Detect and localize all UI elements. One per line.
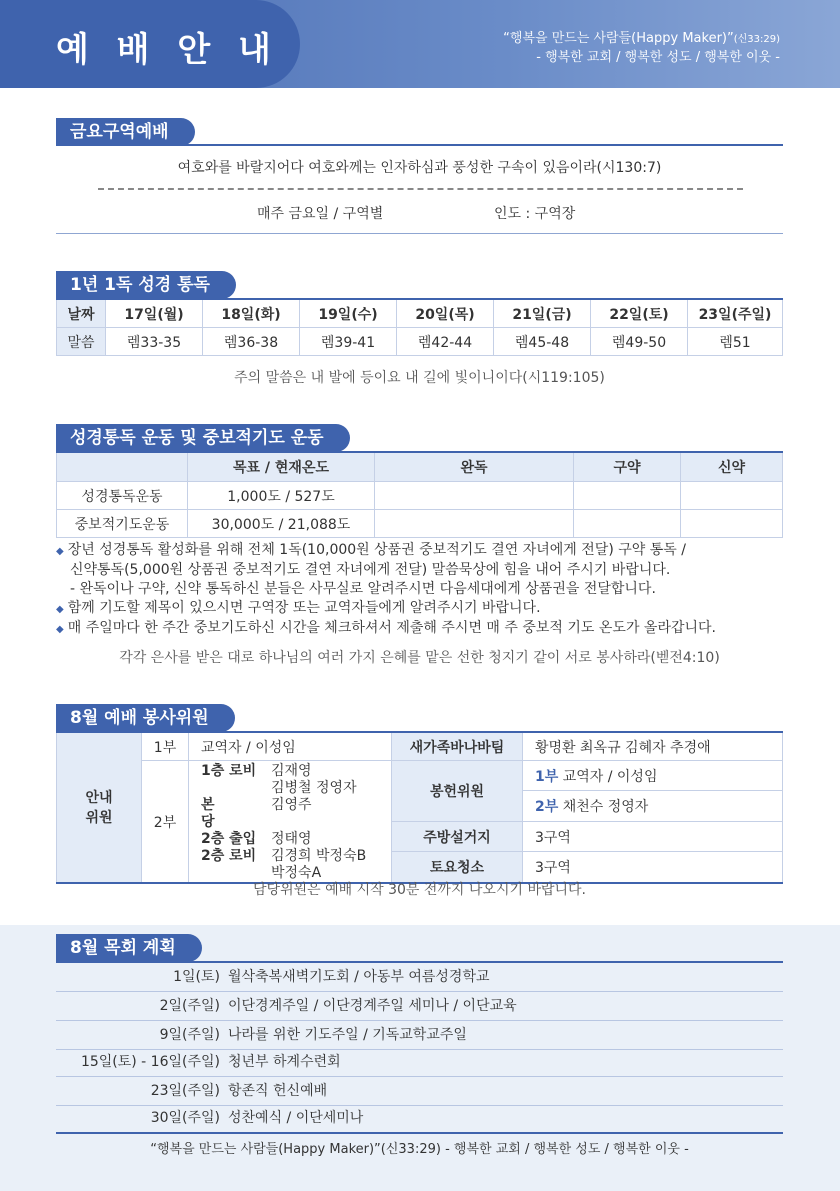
bullet-item xyxy=(56,580,796,599)
bible-day-cell: 19일(수) xyxy=(300,299,397,328)
kitchen-value: 3구역 xyxy=(523,821,783,851)
part2-role-label: 2층 출입 xyxy=(201,831,257,847)
part2-role-names: 김재영 xyxy=(271,763,312,779)
bible-day-cell: 17일(월) xyxy=(106,299,203,328)
plan-event: 월삭축복새벽기도회 / 아동부 여름성경학교 xyxy=(228,969,490,985)
plan-row xyxy=(56,1077,783,1106)
part1-label: 1부 xyxy=(142,732,189,761)
offering-p1-label: 1부 xyxy=(535,768,559,785)
bullet-text: 매 주일마다 한 주간 중보기도하신 시간을 체크하셔서 제출해 주시면 매 주 중보적 기도 온도가 올라갑니다. xyxy=(67,620,716,636)
bible-reading-cell: 렘45-48 xyxy=(494,328,591,356)
guide-label-line: 안내 xyxy=(85,789,113,806)
part2-main xyxy=(201,797,391,831)
campaign-cell: 1,000도 / 527도 xyxy=(188,482,375,510)
campaign-header-cell: 신약 xyxy=(681,452,783,482)
part2-lobby1 xyxy=(201,763,391,780)
bible-reading-cell: 렘49-50 xyxy=(591,328,688,356)
bible-table xyxy=(56,298,783,356)
bible-word-label: 말씀 xyxy=(57,328,106,356)
part2-role-label: 2층 로비 xyxy=(201,848,257,864)
plan-row xyxy=(56,1104,783,1134)
campaign-row xyxy=(57,510,783,538)
campaign-cell: 성경통독운동 xyxy=(57,482,188,510)
offering-p2-names: 채천수 정영자 xyxy=(562,799,649,816)
bible-day-label: 날짜 xyxy=(57,299,106,328)
bible-day-cell: 18일(화) xyxy=(203,299,300,328)
clean-label: 토요청소 xyxy=(392,852,523,883)
plan-row xyxy=(56,1048,783,1077)
part2-role-names: 정태영 xyxy=(271,831,312,847)
campaign-bullets xyxy=(56,541,796,639)
part2-exit xyxy=(201,831,391,848)
part2-roles xyxy=(189,761,392,884)
bullet-item xyxy=(56,541,796,561)
bible-day-cell: 22일(토) xyxy=(591,299,688,328)
bible-reading-cell: 렘36-38 xyxy=(203,328,300,356)
campaign-row xyxy=(57,482,783,510)
bible-day-cell: 20일(목) xyxy=(397,299,494,328)
friday-leader: 인도 : 구역장 xyxy=(494,206,576,222)
part2-role-names: 박정숙A xyxy=(271,865,322,881)
bible-day-row xyxy=(57,299,783,328)
plan-date: 30일(주일) xyxy=(150,1110,220,1126)
servants-note: 담당위원은 예배 시작 30분 전까지 나오시기 바랍니다. xyxy=(253,882,586,898)
bullet-text: 장년 성경통독 활성화를 위해 전체 1독(10,000원 상품권 중보적기도 결연 자녀에게 전달) 구약 통독 / xyxy=(67,542,686,558)
bullet-diamond-icon: ◆ xyxy=(56,546,64,557)
campaign-title: 성경통독 운동 및 중보적기도 운동 xyxy=(56,424,350,452)
plan-event: 청년부 하계수련회 xyxy=(228,1054,341,1070)
part2-role-label: 1층 로비 xyxy=(201,763,257,779)
plan-date: 15일(토) - 16일(주일) xyxy=(80,1054,220,1070)
servants-row xyxy=(57,732,783,761)
offering-p2 xyxy=(523,791,783,821)
friday-dash xyxy=(98,188,743,190)
bible-title: 1년 1독 성경 통독 xyxy=(56,271,236,299)
page-title: 예 배 안 내 xyxy=(56,30,279,70)
page-header xyxy=(0,0,840,88)
bullet-text: 신약통독(5,000원 상품권 중보적기도 결연 자녀에게 전달) 말씀묵상에 힘을 내어 주시기 바랍니다. xyxy=(70,562,671,578)
bible-word-row xyxy=(57,328,783,356)
part2-role-names: 김영주 xyxy=(271,797,312,813)
plan-row xyxy=(56,963,783,992)
header-verse-line1: “행복을 만드는 사람들(Happy Maker)” xyxy=(503,31,734,46)
bible-reading-cell: 렘42-44 xyxy=(397,328,494,356)
campaign-header-cell: 완독 xyxy=(375,452,574,482)
bullet-diamond-icon: ◆ xyxy=(56,604,64,615)
bible-reading-cell: 렘51 xyxy=(688,328,783,356)
header-verse-line2: - 행복한 교회 / 행복한 성도 / 행복한 이웃 - xyxy=(536,50,780,65)
plan-title: 8월 목회 계획 xyxy=(56,934,202,962)
bullet-text: 함께 기도할 제목이 있으시면 구역장 또는 교역자들에게 알려주시기 바랍니다. xyxy=(67,600,541,616)
plan-event: 나라를 위한 기도주일 / 기독교학교주일 xyxy=(228,1027,467,1043)
campaign-cell xyxy=(375,510,574,538)
offering-p2-label: 2부 xyxy=(535,799,559,816)
campaign-table xyxy=(56,451,783,538)
bible-day-cell: 21일(금) xyxy=(494,299,591,328)
plan-date: 2일(주일) xyxy=(159,998,220,1014)
friday-bottom-rule xyxy=(56,233,783,234)
plan-event: 항존직 헌신예배 xyxy=(228,1083,328,1099)
campaign-header-cell: 구약 xyxy=(574,452,681,482)
part2-role-names: 김경희 박정숙B xyxy=(271,848,367,864)
campaign-header-cell: 목표 / 현재온도 xyxy=(188,452,375,482)
family-names: 황명환 최옥규 김혜자 추경애 xyxy=(523,732,783,761)
plan-row xyxy=(56,992,783,1021)
part2-lobby2 xyxy=(201,848,391,865)
campaign-cell: 중보적기도운동 xyxy=(57,510,188,538)
bullet-item xyxy=(56,619,796,639)
plan-date: 9일(주일) xyxy=(159,1027,220,1043)
plan-event: 이단경계주일 / 이단경계주일 세미나 / 이단교육 xyxy=(228,998,517,1014)
part2-role-label: 본 당 xyxy=(201,797,229,830)
bible-verse: 주의 말씀은 내 발에 등이요 내 길에 빛이니이다(시119:105) xyxy=(234,370,605,386)
bullet-diamond-icon: ◆ xyxy=(56,624,64,635)
plan-footer: “행복을 만드는 사람들(Happy Maker)”(신33:29) - 행복한 교회 / 행복한 성도 / 행복한 이웃 - xyxy=(150,1142,689,1157)
guide-label-line: 위원 xyxy=(85,809,113,826)
kitchen-label: 주방설거지 xyxy=(392,821,523,851)
guide-label xyxy=(57,732,142,883)
plan-date: 23일(주일) xyxy=(150,1083,220,1099)
bullet-text: - 완독이나 구약, 신약 통독하신 분들은 사무실로 알려주시면 다음세대에게 상품권을 전달합니다. xyxy=(70,581,656,597)
campaign-cell: 30,000도 / 21,088도 xyxy=(188,510,375,538)
plan-event: 성찬예식 / 이단세미나 xyxy=(228,1110,364,1126)
offering-label: 봉헌위원 xyxy=(392,761,523,822)
header-verse xyxy=(503,30,780,67)
part1-names: 교역자 / 이성임 xyxy=(189,732,392,761)
friday-schedule: 매주 금요일 / 구역별 xyxy=(257,206,384,222)
bible-reading-cell: 렘39-41 xyxy=(300,328,397,356)
servants-row xyxy=(57,761,783,791)
offering-p1-names: 교역자 / 이성임 xyxy=(562,768,658,785)
offering-p1 xyxy=(523,761,783,791)
header-verse-ref: (신33:29) xyxy=(733,34,780,45)
servants-title: 8월 예배 봉사위원 xyxy=(56,704,235,732)
campaign-verse: 각각 은사를 받은 대로 하나님의 여러 가지 은혜를 맡은 선한 청지기 같이 서로 봉사하라(벧전4:10) xyxy=(119,650,720,666)
clean-value: 3구역 xyxy=(523,852,783,883)
bullet-item xyxy=(56,561,796,580)
bible-day-cell: 23일(주일) xyxy=(688,299,783,328)
part2-label: 2부 xyxy=(142,761,189,884)
campaign-cell xyxy=(574,510,681,538)
campaign-cell xyxy=(574,482,681,510)
plan-date: 1일(토) xyxy=(173,969,220,985)
campaign-cell xyxy=(681,510,783,538)
servants-table xyxy=(56,731,783,884)
campaign-header-row xyxy=(57,452,783,482)
plan-row xyxy=(56,1021,783,1050)
bible-reading-cell: 렘33-35 xyxy=(106,328,203,356)
family-label: 새가족바나바팀 xyxy=(392,732,523,761)
friday-title: 금요구역예배 xyxy=(56,118,195,146)
bullet-item xyxy=(56,599,796,619)
campaign-cell xyxy=(375,482,574,510)
campaign-header-cell xyxy=(57,452,188,482)
campaign-cell xyxy=(681,482,783,510)
friday-verse: 여호와를 바랄지어다 여호와께는 인자하심과 풍성한 구속이 있음이라(시130:7) xyxy=(177,160,662,176)
part2-role-names: 김병철 정영자 xyxy=(271,780,357,796)
